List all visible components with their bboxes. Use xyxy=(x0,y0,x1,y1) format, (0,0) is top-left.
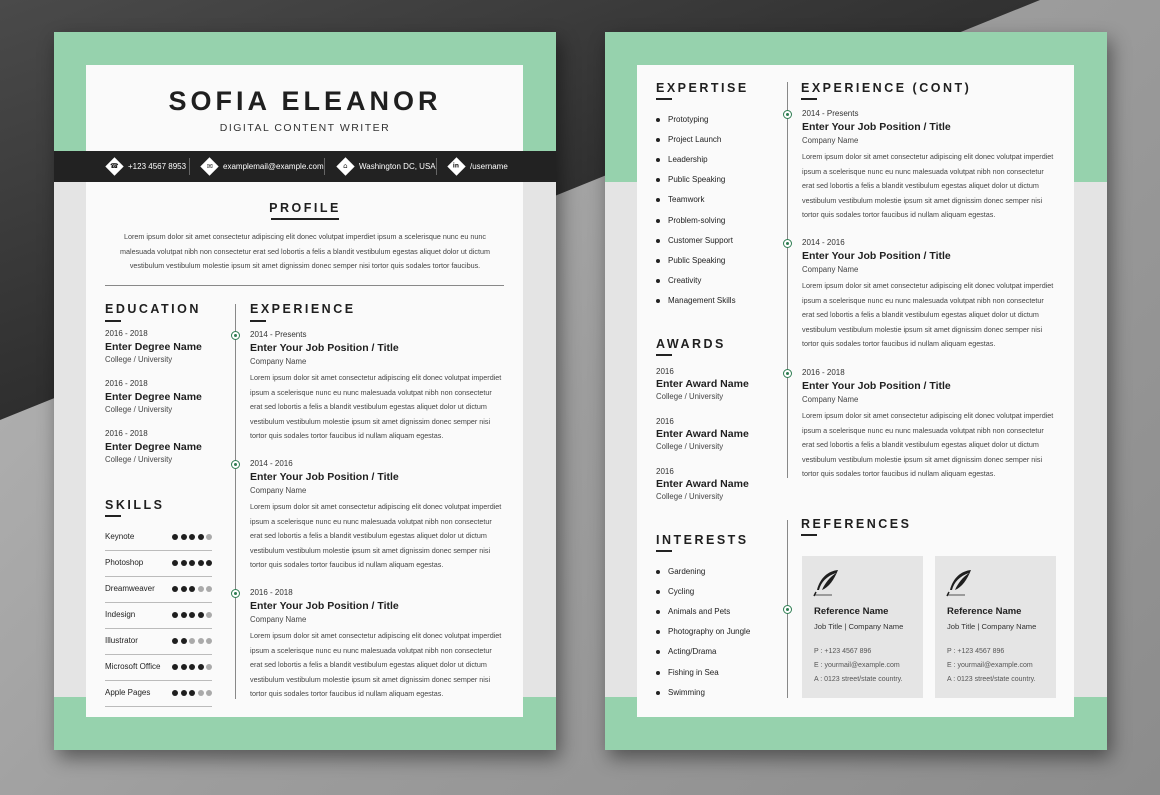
experience-heading: EXPERIENCE xyxy=(250,302,356,316)
list-item: Public Speaking xyxy=(656,256,725,265)
reference-phone: P : +123 4567 896 xyxy=(947,648,1005,655)
experience-company: Company Name xyxy=(802,265,859,274)
skills-heading: SKILLS xyxy=(105,498,165,512)
experience-description xyxy=(250,500,510,573)
skill-level-dot xyxy=(189,534,195,540)
skill-level-dot xyxy=(198,612,204,618)
skill-level-dot xyxy=(206,586,212,592)
skill-level-dot xyxy=(181,586,187,592)
description-line: Lorem ipsum dolor sit amet consectetur adipiscing elit donec volutpat imperdiet xyxy=(250,631,502,640)
timeline-dot xyxy=(231,589,240,598)
quill-icon xyxy=(812,568,840,598)
references-timeline-dot xyxy=(783,605,792,614)
award-school: College / University xyxy=(656,442,724,451)
description-line: ipsum a scelerisque nunc eu nunc malesuada volutpat nibh non consectetur xyxy=(802,166,1044,176)
description-line: vestibulum vestibulum molestie ipsum sit amet dignissim donec semper nisi xyxy=(802,454,1043,464)
education-school: College / University xyxy=(105,405,173,414)
description-line: erat sed lobortis a felis a blandit vestibulum egestas aliquet dolor ut dictum xyxy=(802,310,1039,319)
description-line: tortor quis sodales tortor faucibus id nullam aliquam egestas. xyxy=(802,469,996,478)
experience-position: Enter Your Job Position / Title xyxy=(802,380,951,392)
description-line: erat sed lobortis a felis a blandit vestibulum egestas aliquet dolor ut dictum xyxy=(250,531,487,540)
resume-page-2 xyxy=(605,32,1107,750)
skill-level-dot xyxy=(189,690,195,696)
description-line: erat sed lobortis a felis a blandit vestibulum egestas aliquet dolor ut dictum xyxy=(802,440,1039,449)
list-item: Photography on Jungle xyxy=(656,627,750,636)
experience-years: 2014 - 2016 xyxy=(802,238,845,247)
skill-level-dot xyxy=(181,664,187,670)
experience-cont-timeline xyxy=(787,82,788,478)
skill-level-dot xyxy=(198,586,204,592)
contact-divider xyxy=(189,158,190,175)
experience-description xyxy=(802,409,1062,482)
education-degree: Enter Degree Name xyxy=(105,441,202,453)
email-icon: ✉ xyxy=(200,157,218,175)
education-underline xyxy=(105,320,121,322)
reference-address: A : 0123 street/state country. xyxy=(814,676,903,683)
education-school: College / University xyxy=(105,455,173,464)
interests-heading: INTERESTS xyxy=(656,533,749,547)
description-line: ipsum a scelerisque nunc eu nunc malesuada volutpat nibh non consectetur xyxy=(802,295,1044,305)
reference-job: Job Title | Company Name xyxy=(814,622,904,631)
description-line: tortor quis sodales tortor faucibus id nullam aliquam egestas. xyxy=(250,689,444,698)
experience-position: Enter Your Job Position / Title xyxy=(802,250,951,262)
list-item: Cycling xyxy=(656,587,694,596)
experience-years: 2014 - 2016 xyxy=(250,459,293,468)
interests-underline xyxy=(656,550,672,552)
education-years: 2016 - 2018 xyxy=(105,429,148,438)
experience-years: 2016 - 2018 xyxy=(250,588,293,597)
candidate-name: SOFIA ELEANOR xyxy=(168,86,442,116)
description-line: vestibulum vestibulum molestie ipsum sit amet dignissim donec semper nisi xyxy=(250,545,491,555)
skill-level-dot xyxy=(172,664,178,670)
list-item: Project Launch xyxy=(656,135,721,144)
list-item: Swimming xyxy=(656,688,705,697)
list-item: Animals and Pets xyxy=(656,607,730,616)
award-year: 2016 xyxy=(656,417,674,426)
skill-level-dot xyxy=(181,534,187,540)
experience-position: Enter Your Job Position / Title xyxy=(802,121,951,133)
contact-location-text: Washington DC, USA xyxy=(359,162,436,171)
reference-card xyxy=(802,556,923,698)
skill-level-dot xyxy=(181,690,187,696)
skill-level-dot xyxy=(198,664,204,670)
profile-heading: PROFILE xyxy=(269,201,341,215)
skill-level-dot xyxy=(198,638,204,644)
description-line: tortor quis sodales tortor faucibus id nullam aliquam egestas. xyxy=(802,210,996,219)
skill-level-dot xyxy=(198,560,204,566)
description-line: vestibulum vestibulum molestie ipsum sit amet dignissim donec semper nisi xyxy=(250,416,491,426)
profile-text: Lorem ipsum dolor sit amet consectetur adipiscing elit donec volutpat imperdiet ipsum a scelerisque nunc eu nunc malesuada volutpat nibh non consectetur erat sed lobortis a felis a blandit vestibulum egestas aliquet dolor ut dictum vestibulum vestibulum molestie ipsum sit amet dignissim donec semper nisi tortor quis sodales tortor faucibus. xyxy=(120,232,490,270)
skill-level-dot xyxy=(206,534,212,540)
reference-card xyxy=(935,556,1056,698)
description-line: tortor quis sodales tortor faucibus id nullam aliquam egestas. xyxy=(250,560,444,569)
experience-timeline xyxy=(235,304,236,699)
description-line: tortor quis sodales tortor faucibus id nullam aliquam egestas. xyxy=(250,431,444,440)
skill-level-dots xyxy=(172,560,212,566)
skill-name: Dreamweaver xyxy=(105,584,155,593)
education-degree: Enter Degree Name xyxy=(105,391,202,403)
skill-row xyxy=(105,629,212,655)
skill-row xyxy=(105,577,212,603)
skill-row xyxy=(105,655,212,681)
references-underline xyxy=(801,534,817,536)
skills-underline xyxy=(105,515,121,517)
award-year: 2016 xyxy=(656,367,674,376)
skill-level-dot xyxy=(206,612,212,618)
skill-level-dot xyxy=(172,586,178,592)
experience-years: 2016 - 2018 xyxy=(802,368,845,377)
reference-job: Job Title | Company Name xyxy=(947,622,1037,631)
skill-level-dot xyxy=(172,560,178,566)
award-name: Enter Award Name xyxy=(656,428,749,440)
skill-level-dot xyxy=(189,586,195,592)
award-school: College / University xyxy=(656,492,724,501)
skill-level-dot xyxy=(181,560,187,566)
experience-company: Company Name xyxy=(250,357,307,366)
linkedin-icon: in xyxy=(447,157,465,175)
description-line: Lorem ipsum dolor sit amet consectetur adipiscing elit donec volutpat imperdiet xyxy=(802,411,1054,420)
award-name: Enter Award Name xyxy=(656,478,749,490)
list-item: Gardening xyxy=(656,567,705,576)
experience-position: Enter Your Job Position / Title xyxy=(250,600,399,612)
contact-divider xyxy=(436,158,437,175)
skill-name: Photoshop xyxy=(105,558,144,567)
skill-name: Keynote xyxy=(105,532,135,541)
award-year: 2016 xyxy=(656,467,674,476)
expertise-underline xyxy=(656,98,672,100)
skill-level-dot xyxy=(189,560,195,566)
skill-name: Indesign xyxy=(105,610,136,619)
description-line: vestibulum vestibulum molestie ipsum sit amet dignissim donec semper nisi xyxy=(250,674,491,684)
description-line: ipsum a scelerisque nunc eu nunc malesuada volutpat nibh non consectetur xyxy=(250,387,492,397)
contact-location xyxy=(339,151,436,182)
skill-level-dot xyxy=(189,664,195,670)
contact-divider xyxy=(324,158,325,175)
experience-position: Enter Your Job Position / Title xyxy=(250,471,399,483)
reference-phone: P : +123 4567 896 xyxy=(814,648,872,655)
reference-name: Reference Name xyxy=(947,606,1022,617)
list-item: Leadership xyxy=(656,155,708,164)
skill-level-dot xyxy=(172,612,178,618)
experience-years: 2014 - Presents xyxy=(250,330,307,339)
references-heading: REFERENCES xyxy=(801,517,912,531)
quill-icon xyxy=(945,568,973,598)
contact-email-text: examplemail@example.com xyxy=(223,162,324,171)
education-school: College / University xyxy=(105,355,173,364)
timeline-dot xyxy=(783,369,792,378)
description-line: Lorem ipsum dolor sit amet consectetur adipiscing elit donec volutpat imperdiet xyxy=(802,152,1054,161)
description-line: ipsum a scelerisque nunc eu nunc malesuada volutpat nibh non consectetur xyxy=(250,516,492,526)
experience-cont-underline xyxy=(801,98,817,100)
contact-linkedin-text: /username xyxy=(470,162,508,171)
education-years: 2016 - 2018 xyxy=(105,379,148,388)
experience-description xyxy=(802,150,1062,223)
reference-email: E : yourmail@example.com xyxy=(814,662,900,669)
skill-name: Apple Pages xyxy=(105,688,151,697)
list-item: Prototyping xyxy=(656,115,708,124)
skill-name: Illustrator xyxy=(105,636,138,645)
awards-underline xyxy=(656,354,672,356)
skill-level-dot xyxy=(181,638,187,644)
list-item: Management Skills xyxy=(656,296,736,305)
skill-level-dot xyxy=(172,534,178,540)
description-line: ipsum a scelerisque nunc eu nunc malesuada volutpat nibh non consectetur xyxy=(250,645,492,655)
list-item: Public Speaking xyxy=(656,175,725,184)
experience-company: Company Name xyxy=(250,615,307,624)
contact-phone xyxy=(108,151,186,182)
skill-level-dots xyxy=(172,638,212,644)
experience-position: Enter Your Job Position / Title xyxy=(250,342,399,354)
skill-level-dot xyxy=(189,612,195,618)
candidate-title: DIGITAL CONTENT WRITER xyxy=(219,122,391,134)
skill-row xyxy=(105,681,212,707)
skill-level-dot xyxy=(172,690,178,696)
skill-row xyxy=(105,525,212,551)
contact-bar xyxy=(54,151,556,182)
skill-level-dots xyxy=(172,612,212,618)
skill-level-dots xyxy=(172,690,212,696)
list-item: Customer Support xyxy=(656,236,733,245)
skill-level-dot xyxy=(206,560,212,566)
timeline-dot xyxy=(231,460,240,469)
description-line: vestibulum vestibulum molestie ipsum sit amet dignissim donec semper nisi xyxy=(802,195,1043,205)
description-line: erat sed lobortis a felis a blandit vestibulum egestas aliquet dolor ut dictum xyxy=(250,660,487,669)
experience-cont-heading: EXPERIENCE (CONT) xyxy=(801,81,972,95)
description-line: Lorem ipsum dolor sit amet consectetur adipiscing elit donec volutpat imperdiet xyxy=(250,373,502,382)
skill-level-dots xyxy=(172,586,212,592)
reference-email: E : yourmail@example.com xyxy=(947,662,1033,669)
skill-row xyxy=(105,603,212,629)
awards-heading: AWARDS xyxy=(656,337,726,351)
reference-address: A : 0123 street/state country. xyxy=(947,676,1036,683)
experience-years: 2014 - Presents xyxy=(802,109,859,118)
skill-level-dots xyxy=(172,534,212,540)
description-line: erat sed lobortis a felis a blandit vestibulum egestas aliquet dolor ut dictum xyxy=(250,402,487,411)
skill-level-dot xyxy=(206,638,212,644)
profile-divider xyxy=(105,285,504,286)
description-line: tortor quis sodales tortor faucibus id nullam aliquam egestas. xyxy=(802,339,996,348)
description-line: erat sed lobortis a felis a blandit vestibulum egestas aliquet dolor ut dictum xyxy=(802,181,1039,190)
timeline-dot xyxy=(783,239,792,248)
list-item: Teamwork xyxy=(656,195,704,204)
skill-level-dot xyxy=(206,664,212,670)
list-item: Problem-solving xyxy=(656,216,725,225)
home-icon: ⌂ xyxy=(336,157,354,175)
description-line: Lorem ipsum dolor sit amet consectetur adipiscing elit donec volutpat imperdiet xyxy=(250,502,502,511)
list-item: Creativity xyxy=(656,276,701,285)
resume-page-1 xyxy=(54,32,556,750)
contact-linkedin xyxy=(450,151,508,182)
experience-description xyxy=(250,371,510,444)
description-line: ipsum a scelerisque nunc eu nunc malesuada volutpat nibh non consectetur xyxy=(802,425,1044,435)
skill-level-dot xyxy=(198,534,204,540)
experience-underline xyxy=(250,320,266,322)
skill-level-dot xyxy=(206,690,212,696)
timeline-dot xyxy=(231,331,240,340)
award-name: Enter Award Name xyxy=(656,378,749,390)
reference-name: Reference Name xyxy=(814,606,889,617)
timeline-dot xyxy=(783,110,792,119)
list-item: Fishing in Sea xyxy=(656,668,719,677)
description-line: vestibulum vestibulum molestie ipsum sit amet dignissim donec semper nisi xyxy=(802,324,1043,334)
skill-level-dots xyxy=(172,664,212,670)
skill-level-dot xyxy=(189,638,195,644)
education-years: 2016 - 2018 xyxy=(105,329,148,338)
right-gray-band xyxy=(1074,182,1107,697)
experience-company: Company Name xyxy=(802,395,859,404)
experience-company: Company Name xyxy=(802,136,859,145)
description-line: Lorem ipsum dolor sit amet consectetur adipiscing elit donec volutpat imperdiet xyxy=(802,281,1054,290)
skill-level-dot xyxy=(172,638,178,644)
experience-description xyxy=(802,279,1062,352)
phone-icon: ☎ xyxy=(105,157,123,175)
contact-email xyxy=(203,151,324,182)
skill-name: Microsoft Office xyxy=(105,662,161,671)
expertise-heading: EXPERTISE xyxy=(656,81,749,95)
left-gray-band xyxy=(605,182,637,697)
skill-row xyxy=(105,551,212,577)
education-heading: EDUCATION xyxy=(105,302,201,316)
list-item: Acting/Drama xyxy=(656,647,716,656)
contact-phone-text: +123 4567 8953 xyxy=(128,162,187,171)
award-school: College / University xyxy=(656,392,724,401)
education-degree: Enter Degree Name xyxy=(105,341,202,353)
skill-level-dot xyxy=(181,612,187,618)
experience-company: Company Name xyxy=(250,486,307,495)
experience-description xyxy=(250,629,510,702)
profile-underline xyxy=(271,218,339,220)
skill-level-dot xyxy=(198,690,204,696)
